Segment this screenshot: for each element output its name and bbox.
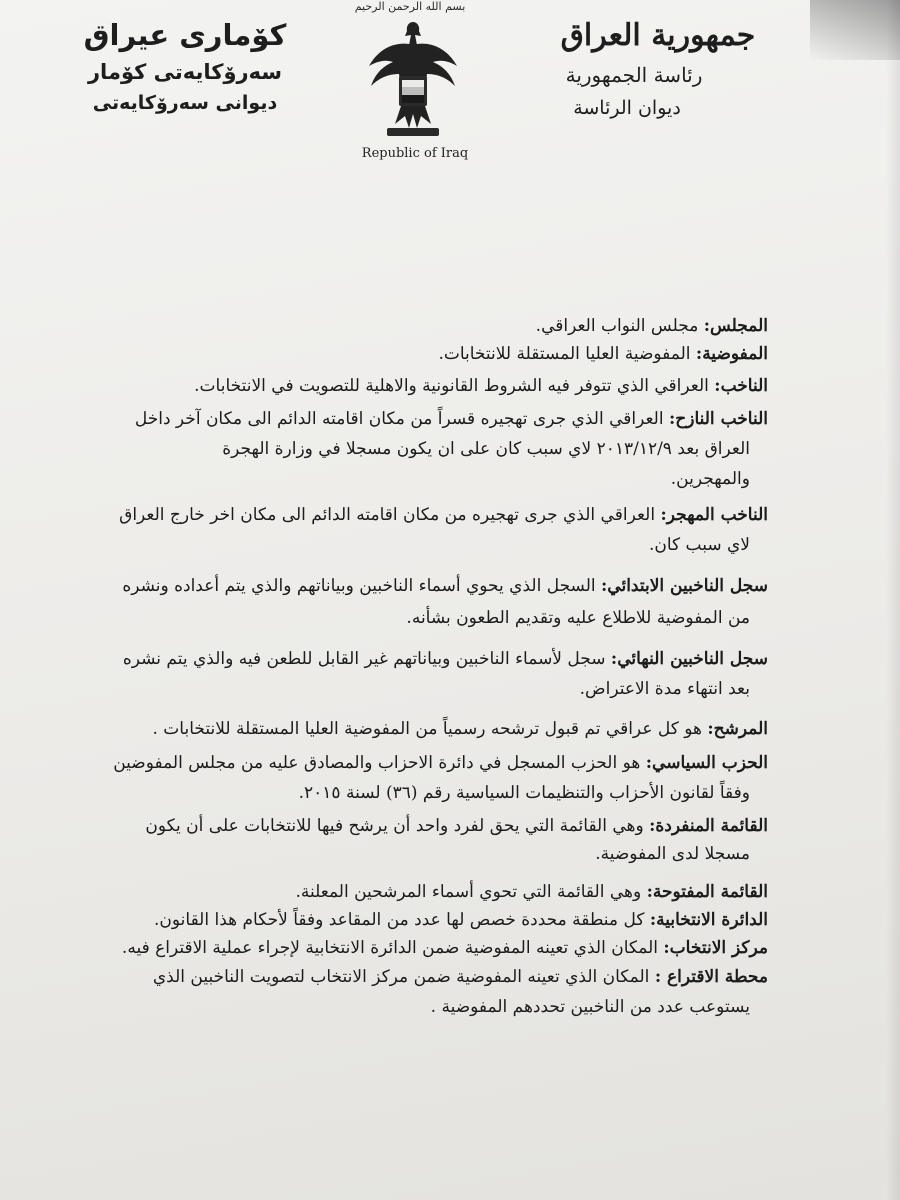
definition-line (118, 992, 768, 1022)
definition-term: المجلس: (703, 316, 768, 336)
definition-text: مسجلا لدى المفوضية. (595, 844, 750, 864)
definition-text: والمهجرين. (670, 469, 750, 489)
definition-line (118, 500, 768, 530)
republic-caption: Republic of Iraq (361, 146, 469, 161)
definition-line (118, 464, 768, 494)
definition-line (118, 434, 768, 464)
definition-term: الحزب السياسي: (645, 753, 768, 773)
definition-term: مركز الانتخاب: (663, 938, 768, 958)
definition-line (118, 878, 768, 906)
definition-line (118, 404, 768, 434)
definition-text: يستوعب عدد من الناخبين تحددهم المفوضية . (430, 997, 750, 1017)
basmala: بسم الله الرحمن الرحيم (354, 0, 466, 13)
definition-text: كل منطقة محددة خصص لها عدد من المقاعد وفقاً لأحكام هذا القانون. (153, 910, 645, 930)
definition-term: المرشح: (707, 719, 768, 739)
definition-item (118, 812, 768, 868)
definition-item (118, 906, 768, 934)
definition-item (118, 340, 768, 368)
definition-item (118, 500, 768, 560)
definition-line (118, 644, 768, 674)
definition-text: وهي القائمة التي يحق لفرد واحد أن يرشح فيها للانتخابات على أن يكون (145, 816, 644, 836)
definition-item (118, 644, 768, 704)
definition-line (118, 570, 768, 602)
definition-line (118, 530, 768, 560)
definition-term: المفوضية: (695, 344, 768, 364)
letterhead-presidency-ku: سەرۆكايەتى كۆمار (87, 60, 283, 84)
definition-line (118, 312, 768, 340)
definition-line (118, 906, 768, 934)
definition-line (118, 340, 768, 368)
definition-item (118, 368, 768, 404)
definition-term: الدائرة الانتخابية: (649, 910, 768, 930)
definition-text: العراقي الذي جرى تهجيره قسراً من مكان اقامته الدائم الى مكان آخر داخل (134, 409, 664, 429)
definition-text: وفقاً لقانون الأحزاب والتنظيمات السياسية رقم (٣٦) لسنة ٢٠١٥. (298, 783, 750, 803)
definition-item (118, 962, 768, 1022)
definition-text: المفوضية العليا المستقلة للانتخابات. (438, 344, 691, 364)
definition-text: لاي سبب كان. (648, 535, 750, 555)
definition-term: الناخب: (714, 376, 768, 396)
definition-text: سجل لأسماء الناخبين وبياناتهم غير القابل للطعن فيه والذي يتم نشره (122, 649, 606, 669)
definition-text: العراق بعد ٢٠١٣/١٢/٩ لاي سبب كان على ان يكون مسجلا في وزارة الهجرة (222, 439, 750, 459)
definition-term: سجل الناخبين النهائي: (610, 649, 768, 669)
letterhead-country-ku: كۆمارى عيراق (83, 18, 287, 52)
definition-line (118, 934, 768, 962)
definition-line (118, 368, 768, 404)
definition-text: المكان الذي تعينه المفوضية ضمن مركز الانتخاب لتصويت الناخبين الذي (152, 967, 650, 987)
definition-line (118, 674, 768, 704)
definition-line (118, 714, 768, 744)
definition-line (118, 778, 768, 808)
letterhead-office: ديوان الرئاسة (573, 97, 681, 119)
definition-text: العراقي الذي جرى تهجيره من مكان اقامته الدائم الى مكان اخر خارج العراق (119, 505, 656, 525)
definition-item (118, 878, 768, 906)
definition-text: هو كل عراقي تم قبول ترشحه رسمياً من المفوضية العليا المستقلة للانتخابات . (152, 719, 702, 739)
definition-text: وهي القائمة التي تحوي أسماء المرشحين المعلنة. (295, 882, 642, 902)
definition-text: بعد انتهاء مدة الاعتراض. (579, 679, 750, 699)
definition-text: السجل الذي يحوي أسماء الناخبين وبياناتهم والذي يتم أعداده ونشره (122, 576, 596, 596)
definition-text: العراقي الذي تتوفر فيه الشروط القانونية والاهلية للتصويت في الانتخابات. (194, 376, 709, 396)
letterhead-country: جمهورية العراق (560, 18, 756, 53)
definition-text: مجلس النواب العراقي. (535, 316, 699, 336)
definition-text: هو الحزب المسجل في دائرة الاحزاب والمصادق عليه من مجلس المفوضين (113, 753, 641, 773)
definition-line (118, 602, 768, 634)
definition-term: الناخب النازح: (668, 409, 768, 429)
definitions-list (113, 312, 768, 1022)
definition-item (113, 748, 768, 808)
kurdish-letterhead (60, 18, 310, 114)
definition-item (118, 714, 768, 744)
definition-line (113, 748, 768, 778)
letterhead-office-ku: ديوانى سەرۆكايەتى (92, 92, 278, 114)
definition-text: المكان الذي تعينه المفوضية ضمن الدائرة الانتخابية لإجراء عملية الاقتراع فيه. (121, 938, 658, 958)
letterhead-presidency: رئاسة الجمهورية (565, 63, 703, 87)
definition-term: محطة الاقتراع : (654, 967, 768, 987)
definition-item (118, 570, 768, 634)
definition-item (118, 312, 768, 340)
arabic-letterhead (528, 18, 788, 119)
definition-item (118, 404, 768, 494)
definition-term: القائمة المفتوحة: (646, 882, 768, 902)
definition-term: القائمة المنفردة: (649, 816, 768, 836)
definition-line (118, 962, 768, 992)
definition-item (118, 934, 768, 962)
definition-line (118, 840, 768, 868)
definition-text: من المفوضية للاطلاع عليه وتقديم الطعون بشأنه. (406, 608, 750, 628)
paper-edge (886, 0, 900, 1200)
eagle-emblem-icon (365, 14, 461, 144)
definition-term: الناخب المهجر: (660, 505, 768, 525)
definition-line (118, 812, 768, 840)
definition-term: سجل الناخبين الابتدائي: (601, 576, 768, 596)
